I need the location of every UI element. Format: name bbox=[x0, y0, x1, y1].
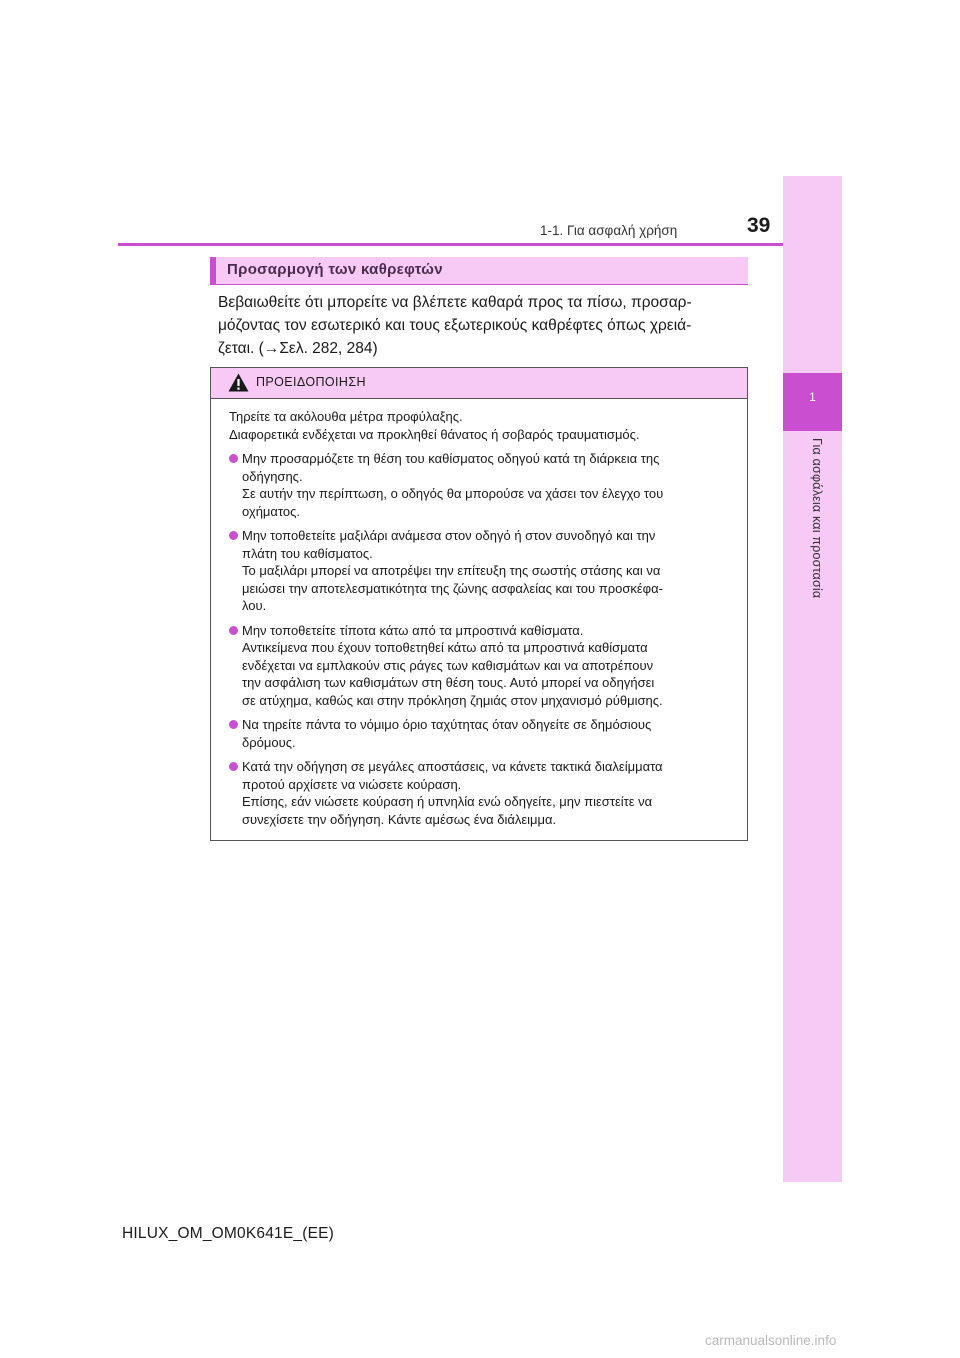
bullet-icon bbox=[229, 454, 238, 463]
intro-paragraph bbox=[218, 291, 750, 360]
bullet-line: Μην προσαρμόζετε τη θέση του καθίσματος οδηγού κατά τη διάρκεια της bbox=[242, 451, 660, 466]
warning-header bbox=[211, 368, 747, 399]
watermark: carmanualsonline.info bbox=[705, 1333, 837, 1348]
warning-intro-line: Τηρείτε τα ακόλουθα μέτρα προφύλαξης. bbox=[229, 409, 463, 424]
chapter-sidebar bbox=[783, 176, 842, 1182]
bullet-line: πλάτη του καθίσματος. bbox=[242, 545, 373, 561]
warning-bullet bbox=[229, 716, 743, 751]
bullet-icon bbox=[229, 720, 238, 729]
bullet-line: Κατά την οδήγηση σε μεγάλες αποστάσεις, να κάνετε τακτικά διαλείμματα bbox=[242, 759, 663, 774]
bullet-line: Σε αυτήν την περίπτωση, ο οδηγός θα μπορούσε να χάσει τον έλεγχο του bbox=[242, 486, 664, 501]
bullet-line: προτού αρχίσετε να νιώσετε κούραση. bbox=[242, 776, 462, 792]
bullet-line: ενδέχεται να εμπλακούν στις ράγες των καθισμάτων και να αποτρέπουν bbox=[242, 657, 654, 673]
bullet-line: την ασφάλιση των καθισμάτων στη θέση τους. Αυτό μπορεί να οδηγήσει bbox=[242, 675, 655, 690]
intro-line: ζεται. (→Σελ. 282, 284) bbox=[218, 340, 378, 357]
bullet-icon bbox=[229, 626, 238, 635]
bullet-line: δρόμους. bbox=[242, 734, 296, 750]
bullet-line: Να τηρείτε πάντα το νόμιμο όριο ταχύτητας όταν οδηγείτε σε δημόσιους bbox=[242, 717, 652, 732]
page-number: 39 bbox=[747, 214, 771, 237]
bullet-line: Μην τοποθετείτε τίποτα κάτω από τα μπροστινά καθίσματα. bbox=[242, 622, 584, 638]
intro-line: Βεβαιωθείτε ότι μπορείτε να βλέπετε καθαρά προς τα πίσω, προσαρ- bbox=[218, 294, 692, 311]
warning-title: ΠΡΟΕΙΔΟΠΟΙΗΣΗ bbox=[256, 375, 366, 389]
bullet-icon bbox=[229, 531, 238, 540]
bullet-line: Αντικείμενα που έχουν τοποθετηθεί κάτω από τα μπροστινά καθίσματα bbox=[242, 640, 648, 655]
warning-bullet bbox=[229, 758, 743, 828]
bullet-line: Επίσης, εάν νιώσετε κούραση ή υπνηλία ενώ οδηγείτε, μην πιεστείτε να bbox=[242, 794, 653, 809]
document-code: HILUX_OM_OM0K641E_(EE) bbox=[122, 1225, 335, 1242]
warning-bullet bbox=[229, 450, 743, 520]
bullet-line: μειώσει την αποτελεσματικότητα της ζώνης ασφαλείας και του προσκέφα- bbox=[242, 580, 663, 596]
heading-accent bbox=[210, 257, 216, 284]
bullet-line: συνεχίσετε την οδήγηση. Κάντε αμέσως ένα διάλειμμα. bbox=[242, 811, 557, 827]
intro-line: μόζοντας τον εσωτερικό και τους εξωτερικούς καθρέφτες όπως χρειά- bbox=[218, 317, 692, 334]
bullet-line: οχήματος. bbox=[242, 503, 300, 519]
bullet-line: σε ατύχημα, καθώς και στην πρόκληση ζημιάς στον μηχανισμό ρύθμισης. bbox=[242, 692, 663, 708]
topic-heading-bar bbox=[210, 257, 748, 285]
bullet-line: Μην τοποθετείτε μαξιλάρι ανάμεσα στον οδηγό ή στον συνοδηγό και την bbox=[242, 528, 656, 543]
chapter-title: Για ασφάλεια και προστασία bbox=[810, 438, 824, 599]
section-title: 1-1. Για ασφαλή χρήση bbox=[540, 223, 678, 238]
chapter-number: 1 bbox=[809, 390, 816, 404]
warning-bullet bbox=[229, 527, 743, 615]
header-rule bbox=[118, 243, 783, 246]
warning-box bbox=[210, 367, 748, 841]
warning-intro bbox=[229, 408, 743, 443]
warning-intro-line: Διαφορετικά ενδέχεται να προκληθεί θάνατος ή σοβαρός τραυματισμός. bbox=[229, 426, 640, 442]
bullet-line: Το μαξιλάρι μπορεί να αποτρέψει την επίτευξη της σωστής στάσης και να bbox=[242, 563, 661, 578]
warning-triangle-icon bbox=[228, 373, 249, 392]
bullet-icon bbox=[229, 762, 238, 771]
bullet-line: οδήγησης. bbox=[242, 468, 303, 484]
topic-heading: Προσαρμογή των καθρεφτών bbox=[227, 261, 443, 278]
warning-body bbox=[229, 408, 743, 828]
warning-bullet bbox=[229, 622, 743, 710]
bullet-line: λου. bbox=[242, 598, 267, 613]
